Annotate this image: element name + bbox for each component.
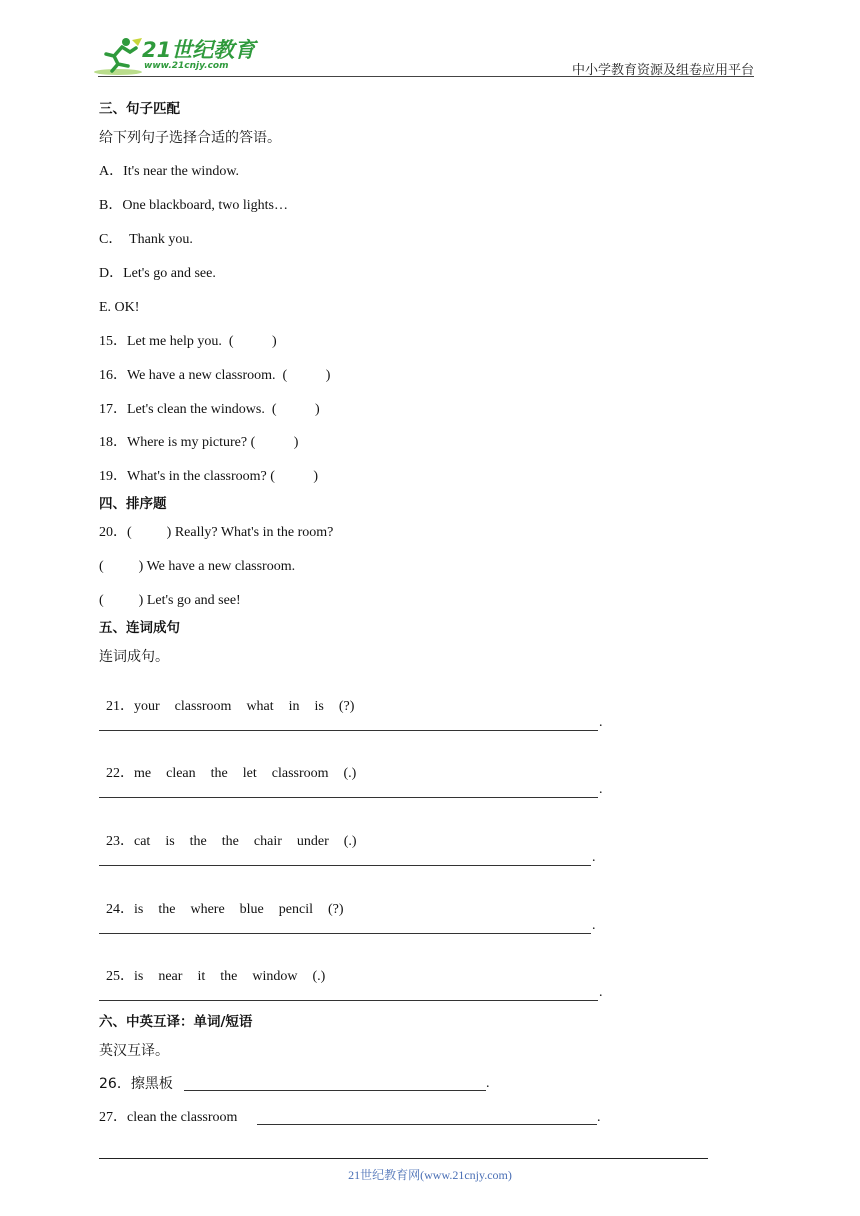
question-17[interactable]: 17．Let's clean the windows. ( ) — [99, 402, 320, 417]
section-3-instruction: 给下列句子选择合适的答语。 — [99, 130, 281, 146]
answer-end-27: . — [597, 1110, 601, 1125]
answer-line-24[interactable] — [99, 933, 591, 934]
section-4-title: 四、排序题 — [99, 496, 167, 512]
answer-end-23: . — [592, 850, 596, 865]
logo-url: www.21cnjy.com — [144, 61, 229, 71]
question-23: 23．cat is the the chair under (.) — [106, 834, 357, 849]
header-divider — [98, 76, 754, 77]
answer-line-21[interactable] — [99, 730, 598, 731]
option-a: A．It's near the window. — [99, 164, 240, 179]
question-24: 24．is the where blue pencil (?) — [106, 902, 344, 917]
answer-end-24: . — [592, 918, 596, 933]
answer-line-22[interactable] — [99, 797, 598, 798]
footer-text[interactable]: 21世纪教育网(www.21cnjy.com) — [348, 1168, 512, 1182]
question-27: 27．clean the classroom — [99, 1110, 238, 1125]
section-6-title: 六、中英互译：单词/短语 — [99, 1014, 253, 1030]
platform-name: 中小学教育资源及组卷应用平台 — [571, 62, 754, 77]
question-19[interactable]: 19．What's in the classroom? ( ) — [99, 469, 319, 484]
option-d: D．Let's go and see. — [99, 266, 216, 281]
question-26: 26．擦黑板 — [99, 1076, 173, 1092]
question-15[interactable]: 15．Let me help you. ( ) — [99, 334, 277, 349]
answer-end-26: . — [486, 1076, 490, 1091]
answer-line-27[interactable] — [257, 1124, 597, 1125]
footer-divider — [99, 1158, 708, 1159]
question-16[interactable]: 16．We have a new classroom. ( ) — [99, 368, 331, 383]
section-5-instruction: 连词成句。 — [99, 649, 169, 665]
order-item-2[interactable]: ( ) We have a new classroom. — [99, 559, 296, 574]
answer-line-26[interactable] — [184, 1090, 486, 1091]
site-logo — [92, 34, 262, 78]
question-20[interactable]: 20．( ) Really? What's in the room? — [99, 525, 334, 540]
answer-end-21: . — [599, 715, 603, 730]
section-5-title: 五、连词成句 — [99, 620, 180, 636]
question-21: 21．your classroom what in is (?) — [106, 699, 355, 714]
question-18[interactable]: 18．Where is my picture? ( ) — [99, 435, 299, 450]
option-b: B．One blackboard, two lights… — [99, 198, 288, 213]
answer-line-23[interactable] — [99, 865, 591, 866]
answer-end-22: . — [599, 782, 603, 797]
section-6-instruction: 英汉互译。 — [99, 1043, 169, 1059]
runner-logo-icon — [92, 36, 144, 76]
section-3-title: 三、句子匹配 — [99, 101, 180, 117]
answer-end-25: . — [599, 985, 603, 1000]
logo-title: 21世纪教育 — [142, 38, 256, 62]
option-e: E. OK! — [99, 300, 140, 315]
question-22: 22．me clean the let classroom (.) — [106, 766, 357, 781]
answer-line-25[interactable] — [99, 1000, 598, 1001]
question-25: 25．is near it the window (.) — [106, 969, 326, 984]
order-item-3[interactable]: ( ) Let's go and see! — [99, 593, 241, 608]
option-c: C． Thank you. — [99, 232, 193, 247]
